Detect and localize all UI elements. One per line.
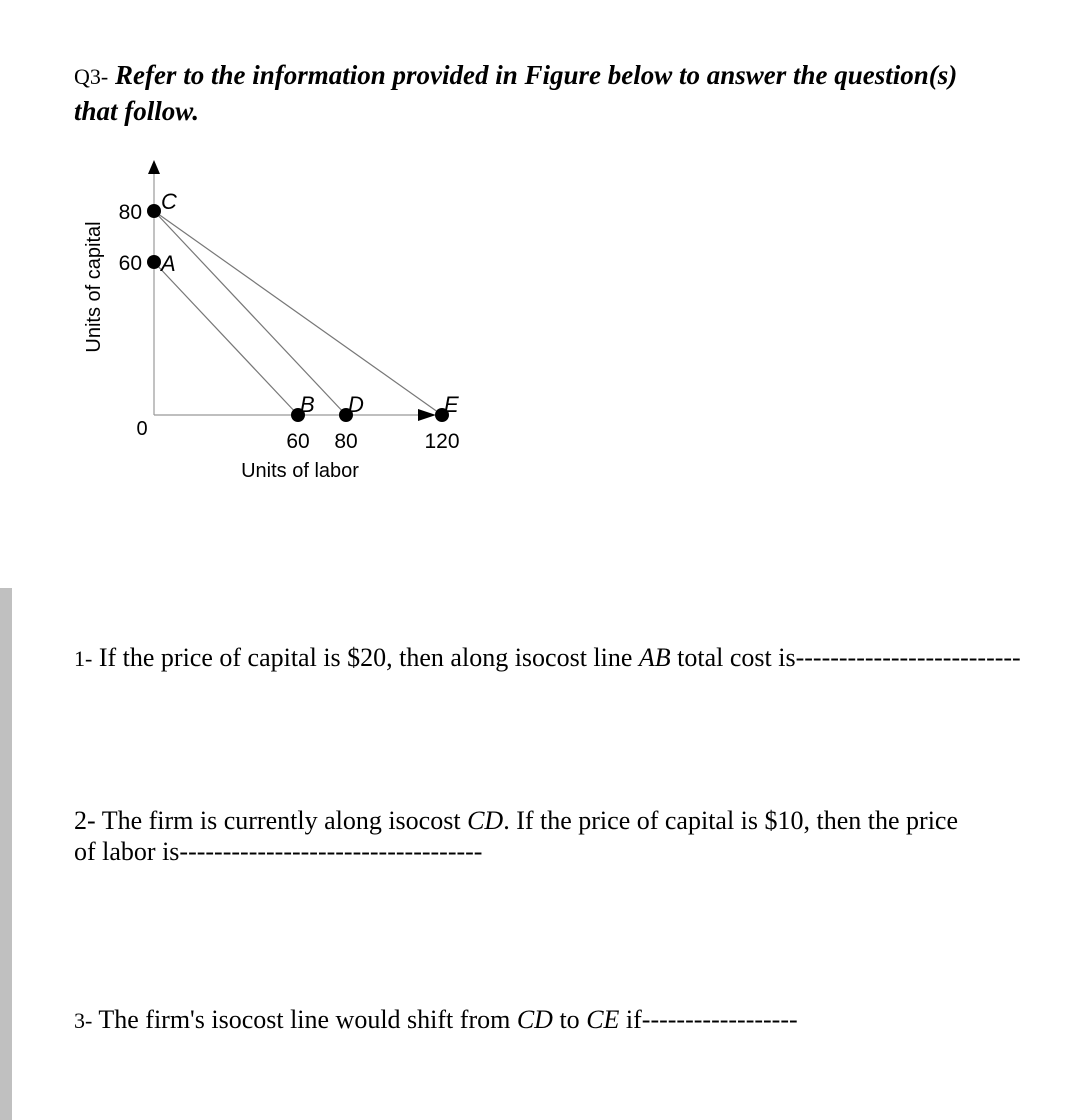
- question-1-number: 1-: [74, 646, 93, 671]
- point-label-b: B: [300, 392, 315, 417]
- point-label-a: A: [161, 251, 176, 276]
- question-1-text-b: total cost is--------------------------: [670, 643, 1021, 672]
- question-1-text-a: If the price of capital is $20, then along isocost line: [92, 643, 639, 672]
- y-axis-arrow: [148, 160, 160, 174]
- x-axis-label: Units of labor: [241, 460, 359, 482]
- point-label-d: D: [348, 392, 364, 417]
- isocost-figure: [70, 150, 460, 490]
- question-2-italic-a: CD: [467, 806, 504, 835]
- question-number: Q3-: [74, 64, 109, 89]
- heading-line-1: [74, 58, 1074, 94]
- question-2-text-b: . If the price of capital is $10, then the price: [503, 806, 959, 835]
- question-3-text-a: The firm's isocost line would shift from: [92, 1005, 517, 1034]
- y-axis-label: Units of capital: [83, 221, 105, 353]
- question-2-line-2: of labor is-----------------------------------: [74, 837, 483, 866]
- point-c: [147, 204, 161, 218]
- question-3-text-c: if------------------: [619, 1005, 798, 1034]
- x-tick-120: 120: [424, 430, 460, 453]
- x-axis-arrow: [418, 409, 436, 421]
- question-2: [74, 805, 1080, 867]
- point-label-e: E: [444, 392, 459, 417]
- question-3-text-b: to: [552, 1005, 587, 1034]
- page-margin-bar: [0, 588, 12, 1120]
- question-3: [74, 1004, 1080, 1036]
- question-heading: [74, 58, 1074, 128]
- heading-text-line-1: Refer to the information provided in Figure below to answer the question(s): [114, 60, 958, 90]
- point-label-c: C: [161, 189, 177, 214]
- isocost-line-ce: [154, 211, 442, 415]
- question-2-text-a: The firm is currently along isocost: [95, 806, 468, 835]
- question-3-number: 3-: [74, 1008, 93, 1033]
- question-1-italic-a: AB: [638, 643, 671, 672]
- point-a: [147, 255, 161, 269]
- origin-label: 0: [136, 418, 148, 440]
- x-tick-60: 60: [286, 430, 310, 453]
- x-tick-80: 80: [334, 430, 358, 453]
- question-2-number: 2-: [74, 806, 96, 835]
- question-3-italic-b: CE: [586, 1005, 620, 1034]
- question-1: [74, 642, 1080, 674]
- question-3-italic-a: CD: [516, 1005, 553, 1034]
- isocost-line-cd: [154, 211, 346, 415]
- y-tick-60: 60: [118, 252, 142, 275]
- heading-text-line-2: that follow.: [74, 96, 200, 126]
- y-tick-80: 80: [118, 201, 142, 224]
- isocost-line-ab: [154, 262, 298, 415]
- question-2-line-1: [74, 805, 1080, 836]
